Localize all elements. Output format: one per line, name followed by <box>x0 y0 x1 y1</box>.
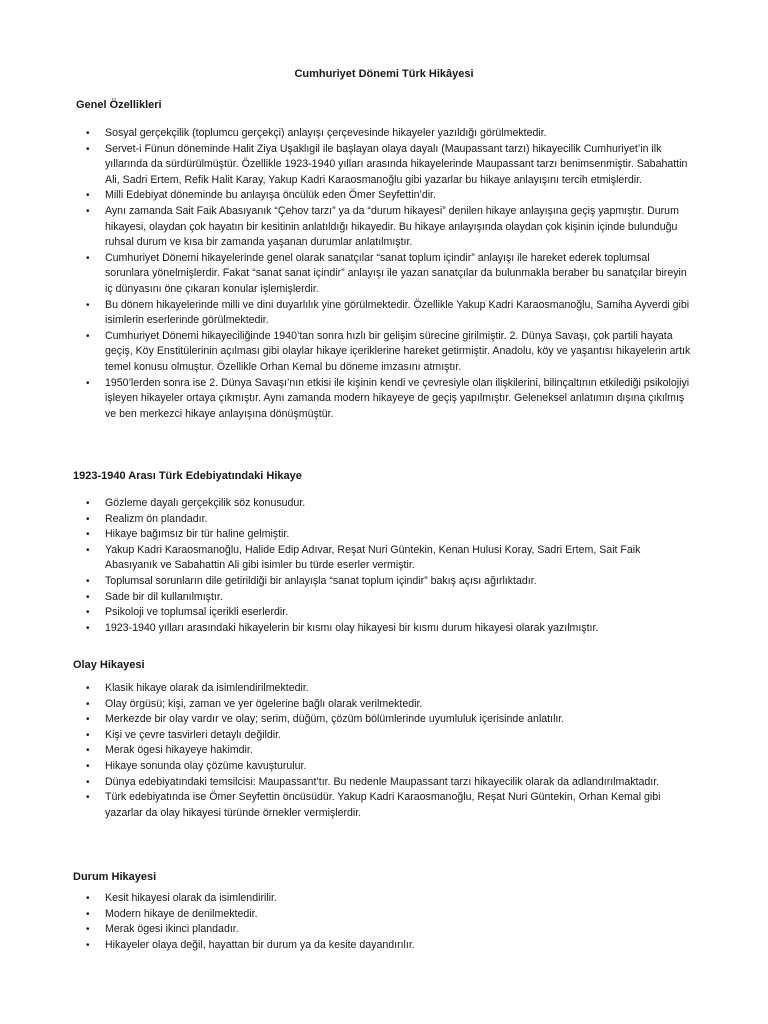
list-item: • Milli Edebiyat döneminde bu anlayışa öncülük eden Ömer Seyfettin’dir. <box>0 188 693 204</box>
list-item: • 1950’lerden sonra ise 2. Dünya Savaşı’nın etkisi ile kişinin kendi ve çevresiyle olan ilişkilerini, bilinçaltının etkilediği psikolojiyi işleyen hikayeler ortaya çıkmıştır. Aynı zamanda modern hikayeye de geçiş yapılmıştır. Geleneksel anlatımın dışına çıkılmış ve ben merkezci hikaye anlayışına dönüşmüştür. <box>0 376 693 423</box>
section-list-1923-1940 <box>0 496 768 636</box>
list-item: • Aynı zamanda Sait Faik Abasıyanık “Çehov tarzı” ya da “durum hikayesi” denilen hikaye anlayışına geçiş yapmıştır. Durum hikayesi, olaydan çok hayatın bir kesitinin anlatıldığı hikayedir. Bu hikaye anlayışında olaydan çok kişinin içinde bulunduğu ruhsal durum ve kısa bir zamanda yaşanan durumlar anlatılmıştır. <box>0 204 693 251</box>
list-item: • Hikaye bağımsız bir tür haline gelmiştir. <box>0 527 693 543</box>
list-item: • Cumhuriyet Dönemi hikayeciliğinde 1940’tan sonra hızlı bir gelişim sürecine girilmiştir. 2. Dünya Savaşı, çok partili hayata geçiş, Köy Enstitülerinin açılması gibi olaylar hikaye içeriklerine hareket getirmiştir. Anadolu, köy ve yaşantısı hikayelerin artık temel konusu olmuştur. Özellikle Orhan Kemal bu döneme imzasını atmıştır. <box>0 329 693 376</box>
list-item: • Psikoloji ve toplumsal içerikli eserlerdir. <box>0 605 693 621</box>
list-item: • Türk edebiyatında ise Ömer Seyfettin öncüsüdür. Yakup Kadri Karaosmanoğlu, Reşat Nuri Güntekin, Orhan Kemal gibi yazarlar da olay hikayesi türünde örnekler vermişlerdir. <box>0 790 693 821</box>
section-list-durum-hikayesi <box>0 891 768 953</box>
list-item: • Merak ögesi ikinci plandadır. <box>0 922 693 938</box>
list-item: • Dünya edebiyatındaki temsilcisi: Maupassant’tır. Bu nedenle Maupassant tarzı hikayecilik olarak da adlandırılmaktadır. <box>0 775 693 791</box>
list-item: • 1923-1940 yılları arasındaki hikayelerin bir kısmı olay hikayesi bir kısmı durum hikayesi olarak yazılmıştır. <box>0 621 693 637</box>
document-title: Cumhuriyet Dönemi Türk Hikâyesi <box>294 68 474 80</box>
section-list-genel-ozellikleri <box>0 126 768 422</box>
list-item: • Kesit hikayesi olarak da isimlendirilir. <box>0 891 693 907</box>
section-heading-olay-hikayesi: Olay Hikayesi <box>73 659 145 671</box>
list-item: • Toplumsal sorunların dile getirildiği bir anlayışla “sanat toplum içindir” bakış açısı ağırlıktadır. <box>0 574 693 590</box>
list-item: • Klasik hikaye olarak da isimlendirilmektedir. <box>0 681 693 697</box>
list-item: • Servet-i Fünun döneminde Halit Ziya Uşaklıgil ile başlayan olaya dayalı (Maupassant tarzı) hikayecilik Cumhuriyet’in ilk yıllarında da sürdürülmüştür. Özellikle 1923-1940 yılları arasında hikayelerinde Maupassant tarzı benimsenmiştir. Sabahattin Ali, Sadri Ertem, Refik Halit Karay, Yakup Kadri Karaosmanoğlu gibi yazarlar bu hikaye anlayışını tercih etmişlerdir. <box>0 142 693 189</box>
list-item: • Kişi ve çevre tasvirleri detaylı değildir. <box>0 728 693 744</box>
section-list-olay-hikayesi <box>0 681 768 821</box>
section-heading-genel-ozellikleri: Genel Özellikleri <box>76 99 162 111</box>
section-heading-1923-1940: 1923-1940 Arası Türk Edebiyatındaki Hikaye <box>73 470 302 482</box>
list-item: • Modern hikaye de denilmektedir. <box>0 907 693 923</box>
list-item: • Yakup Kadri Karaosmanoğlu, Halide Edip Adıvar, Reşat Nuri Güntekin, Kenan Hulusi Koray, Sadri Ertem, Sait Faik Abasıyanık ve Sabahattin Ali gibi isimler bu türde eserler vermiştir. <box>0 543 693 574</box>
list-item: • Sade bir dil kullanılmıştır. <box>0 590 693 606</box>
list-item: • Olay örgüsü; kişi, zaman ve yer ögelerine bağlı olarak verilmektedir. <box>0 697 693 713</box>
list-item: • Bu dönem hikayelerinde milli ve dini duyarlılık yine görülmektedir. Özellikle Yakup Kadri Karaosmanoğlu, Samiha Ayverdi gibi isimlerin eserlerinde görülmektedir. <box>0 298 693 329</box>
list-item: • Hikayeler olaya değil, hayattan bir durum ya da kesite dayandırılır. <box>0 938 693 954</box>
list-item: • Merkezde bir olay vardır ve olay; serim, düğüm, çözüm bölümlerinde uyumluluk içerisinde anlatılır. <box>0 712 693 728</box>
list-item: • Gözleme dayalı gerçekçilik söz konusudur. <box>0 496 693 512</box>
section-heading-durum-hikayesi: Durum Hikayesi <box>73 871 157 883</box>
list-item: • Cumhuriyet Dönemi hikayelerinde genel olarak sanatçılar “sanat toplum içindir” anlayışı ile hareket ederek toplumsal sorunlara yönelmişlerdir. Fakat “sanat sanat içindir” anlayışı ile yazan sanatçılar da bulunmakla beraber bu sanatçılar bireyin iç dünyasını öne çıkaran konular işlemişlerdir. <box>0 251 693 298</box>
list-item: • Realizm ön plandadır. <box>0 512 693 528</box>
list-item: • Sosyal gerçekçilik (toplumcu gerçekçi) anlayışı çerçevesinde hikayeler yazıldığı görülmektedir. <box>0 126 693 142</box>
list-item: • Hikaye sonunda olay çözüme kavuşturulur. <box>0 759 693 775</box>
list-item: • Merak ögesi hikayeye hakimdir. <box>0 743 693 759</box>
